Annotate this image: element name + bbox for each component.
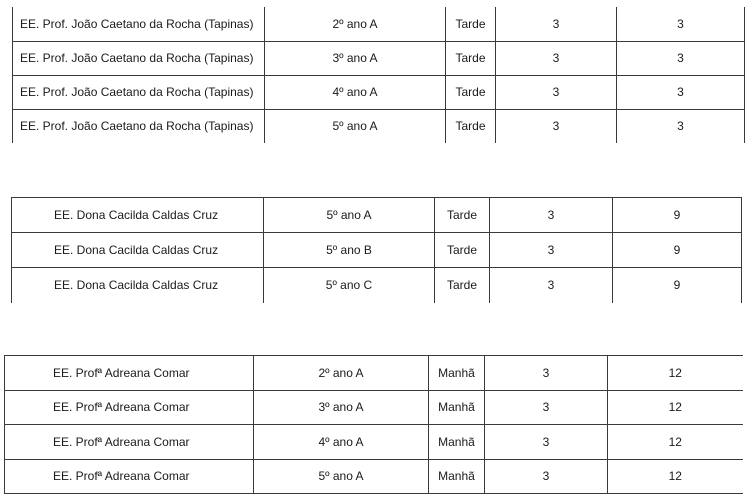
- total-cell: 9: [613, 198, 742, 233]
- shift-cell: Tarde: [446, 7, 496, 41]
- shift-cell: Manhã: [429, 356, 485, 391]
- count-cell: 3: [496, 41, 617, 75]
- grade-cell: 3º ano A: [254, 390, 429, 425]
- total-cell: 3: [617, 41, 745, 75]
- count-cell: 3: [485, 356, 608, 391]
- table-row: [12, 268, 742, 303]
- table-row: [12, 233, 742, 268]
- table-row: [5, 425, 743, 460]
- grade-cell: 4º ano A: [265, 75, 446, 109]
- table-row: [5, 390, 743, 425]
- total-cell: 3: [617, 7, 745, 41]
- school-name-cell: EE. Prof. João Caetano da Rocha (Tapinas): [13, 7, 265, 41]
- table-row: [13, 7, 745, 41]
- total-cell: 9: [613, 233, 742, 268]
- total-cell: 3: [617, 75, 745, 109]
- grade-cell: 5º ano A: [265, 109, 446, 143]
- total-cell: 12: [608, 425, 743, 460]
- shift-cell: Manhã: [429, 425, 485, 460]
- total-cell: 12: [608, 356, 743, 391]
- table-row: [13, 109, 745, 143]
- grade-cell: 2º ano A: [254, 356, 429, 391]
- grade-cell: 3º ano A: [265, 41, 446, 75]
- grade-cell: 5º ano C: [264, 268, 435, 303]
- total-cell: 12: [608, 459, 743, 494]
- shift-cell: Tarde: [435, 268, 490, 303]
- school-name-cell: EE. Profª Adreana Comar: [5, 459, 254, 494]
- school-name-cell: EE. Prof. João Caetano da Rocha (Tapinas): [13, 75, 265, 109]
- grade-cell: 4º ano A: [254, 425, 429, 460]
- table-row: [13, 75, 745, 109]
- count-cell: 3: [485, 425, 608, 460]
- school-name-cell: EE. Dona Cacilda Caldas Cruz: [12, 268, 264, 303]
- shift-cell: Manhã: [429, 390, 485, 425]
- count-cell: 3: [485, 390, 608, 425]
- count-cell: 3: [496, 75, 617, 109]
- grade-cell: 5º ano A: [264, 198, 435, 233]
- school-name-cell: EE. Prof. João Caetano da Rocha (Tapinas): [13, 41, 265, 75]
- shift-cell: Tarde: [446, 41, 496, 75]
- total-cell: 9: [613, 268, 742, 303]
- shift-cell: Tarde: [435, 198, 490, 233]
- school-table-tapinas: [12, 7, 745, 143]
- count-cell: 3: [496, 7, 617, 41]
- table-row: [13, 41, 745, 75]
- count-cell: 3: [490, 233, 613, 268]
- count-cell: 3: [490, 198, 613, 233]
- total-cell: 3: [617, 109, 745, 143]
- grade-cell: 2º ano A: [265, 7, 446, 41]
- shift-cell: Tarde: [446, 109, 496, 143]
- school-name-cell: EE. Dona Cacilda Caldas Cruz: [12, 198, 264, 233]
- table-row: [5, 356, 743, 391]
- grade-cell: 5º ano B: [264, 233, 435, 268]
- school-name-cell: EE. Prof. João Caetano da Rocha (Tapinas): [13, 109, 265, 143]
- table-row: [5, 459, 743, 494]
- table-row: [12, 198, 742, 233]
- school-name-cell: EE. Profª Adreana Comar: [5, 356, 254, 391]
- school-table-adreana: [4, 355, 743, 494]
- total-cell: 12: [608, 390, 743, 425]
- shift-cell: Tarde: [435, 233, 490, 268]
- grade-cell: 5º ano A: [254, 459, 429, 494]
- school-name-cell: EE. Profª Adreana Comar: [5, 425, 254, 460]
- count-cell: 3: [485, 459, 608, 494]
- count-cell: 3: [490, 268, 613, 303]
- school-table-cacilda: [11, 197, 742, 303]
- count-cell: 3: [496, 109, 617, 143]
- shift-cell: Tarde: [446, 75, 496, 109]
- shift-cell: Manhã: [429, 459, 485, 494]
- school-name-cell: EE. Profª Adreana Comar: [5, 390, 254, 425]
- school-name-cell: EE. Dona Cacilda Caldas Cruz: [12, 233, 264, 268]
